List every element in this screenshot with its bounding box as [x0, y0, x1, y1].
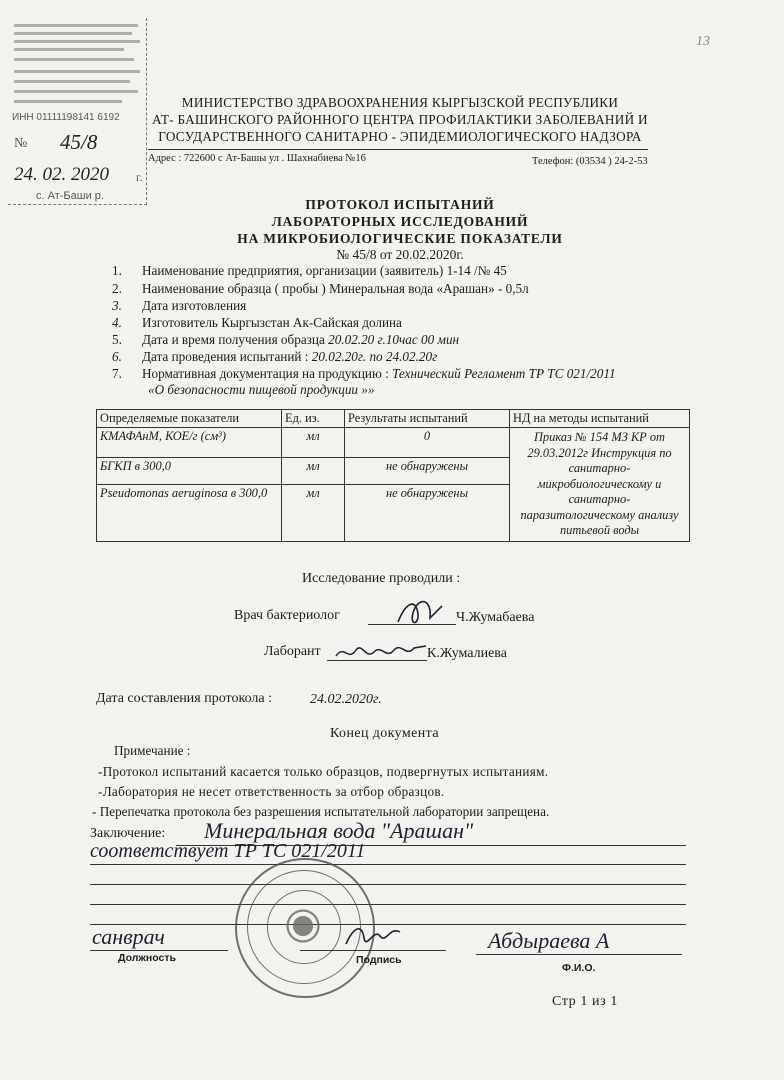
name-handwritten: Абдыраева А [488, 928, 610, 953]
item-1: 1. Наименование предприятия, организации (заявитель) 1-14 /№ 45 [112, 263, 507, 278]
registration-stamp [8, 18, 147, 205]
results-table [96, 409, 690, 542]
item-6: 6. Дата проведения испытаний : 20.02.20г. по 24.02.20г [112, 349, 438, 364]
doc-title-2: ЛАБОРАТОРНЫХ ИССЛЕДОВАНИЙ [271, 214, 529, 229]
stamp-place: с. Ат-Баши р. [36, 190, 104, 202]
lab-role: Лаборант [264, 644, 321, 659]
name-line [476, 954, 682, 955]
item-2: 2. Наименование образца ( пробы ) Минеральная вода «Арашан» - 0,5л [112, 281, 529, 296]
name-label: Ф.И.О. [562, 962, 596, 974]
cell-method: Приказ № 154 МЗ КР от 29.03.2012г Инструкция по санитарно-микробиологическому и санитарно-паразитологическому анализу питьевой воды [510, 428, 690, 542]
conclusion-line-3 [90, 884, 686, 885]
conclusion-hand-line-2: соответствует ТР ТС 021/2011 [90, 840, 366, 862]
doctor-role: Врач бактериолог [234, 608, 340, 623]
phone: Телефон: (03534 ) 24-2-53 [532, 156, 648, 167]
conclusion-hand-line-1: Минеральная вода "Арашан" [204, 818, 474, 843]
col-method: НД на методы испытаний [510, 410, 690, 428]
conclusion-line-4 [90, 904, 686, 905]
signature-scribble [340, 918, 410, 954]
cell-result: не обнаружены [345, 458, 510, 484]
cell-indicator: БГКП в 300,0 [97, 458, 282, 484]
signature-label: Подпись [356, 954, 402, 966]
item-7: 7. Нормативная документация на продукцию : Технический Регламент ТР ТС 021/2011 [112, 366, 616, 381]
note-line-3: - Перепечатка протокола без разрешения испытательной лаборатории запрещена. [92, 804, 550, 819]
note-line-1: -Протокол испытаний касается только образцов, подвергнутых испытаниям. [98, 764, 549, 779]
cell-indicator: КМАФАнМ, КОЕ/г (см³) [97, 428, 282, 458]
col-indicator: Определяемые показатели [97, 410, 282, 428]
lab-name: К.Жумалиева [427, 646, 507, 661]
note-line-2: -Лаборатория не несет ответственность за отбор образцов. [98, 784, 445, 799]
cell-unit: мл [282, 458, 345, 484]
cell-result: 0 [345, 428, 510, 458]
doc-title-3: НА МИКРОБИОЛОГИЧЕСКИЕ ПОКАЗАТЕЛИ [237, 231, 563, 246]
cell-unit: мл [282, 428, 345, 458]
signature-line [300, 950, 446, 951]
item-5: 5. Дата и время получения образца 20.02.20 г.10час 00 мин [112, 332, 460, 347]
conclusion-label: Заключение: [90, 826, 166, 841]
item-3: 3. Дата изготовления [112, 298, 247, 313]
position-handwritten: санврач [92, 924, 165, 949]
end-of-document: Конец документа [330, 726, 439, 741]
item-7-continued: «О безопасности пищевой продукции »» [148, 382, 375, 397]
col-result: Результаты испытаний [345, 410, 510, 428]
compiled-label: Дата составления протокола : [96, 691, 272, 706]
address: Адрес : 722600 с Ат-Башы ул . Шахнабиева №16 [148, 153, 366, 164]
position-line [90, 950, 228, 951]
center-line-2: ГОСУДАРСТВЕННОГО САНИТАРНО - ЭПИДЕМИОЛОГИЧЕСКОГО НАДЗОРА [158, 129, 642, 144]
lab-signature [332, 638, 432, 668]
cell-result: не обнаружены [345, 484, 510, 541]
conclusion-line-2 [90, 864, 686, 865]
doc-number: № 45/8 от 20.02.2020г. [336, 247, 464, 262]
cell-indicator: Pseudomonas aeruginosa в 300,0 [97, 484, 282, 541]
doctor-signature [392, 592, 452, 632]
stamp-date-suffix: г. [136, 170, 143, 184]
doc-title-1: ПРОТОКОЛ ИСПЫТАНИЙ [305, 197, 495, 212]
compiled-value: 24.02.2020г. [310, 692, 382, 707]
page-number: Стр 1 из 1 [552, 994, 618, 1009]
col-unit: Ед. из. [282, 410, 345, 428]
conducted-heading: Исследование проводили : [302, 571, 461, 586]
stamp-date-value: 24. 02. 2020 [14, 164, 109, 185]
corner-mark: 13 [696, 34, 710, 49]
table-header-row [97, 410, 690, 428]
table-row [97, 428, 690, 458]
cell-unit: мл [282, 484, 345, 541]
stamp-number-value: 45/8 [60, 130, 98, 154]
stamp-inn: ИНН 01111198141 6192 [12, 112, 120, 123]
header-block [150, 94, 650, 145]
item-4: 4. Изготовитель Кыргызстан Ак-Сайская долина [112, 315, 402, 330]
stamp-number-label: № [14, 136, 28, 151]
center-line-1: АТ- БАШИНСКОГО РАЙОННОГО ЦЕНТРА ПРОФИЛАКТИКИ ЗАБОЛЕВАНИЙ И [152, 112, 648, 127]
doctor-name: Ч.Жумабаева [456, 610, 535, 625]
header-divider [148, 149, 648, 150]
ministry-title: МИНИСТЕРСТВО ЗДРАВООХРАНЕНИЯ КЫРГЫЗСКОЙ РЕСПУБЛИКИ [181, 95, 619, 110]
position-label: Должность [118, 952, 176, 964]
notes-heading: Примечание : [114, 743, 191, 758]
